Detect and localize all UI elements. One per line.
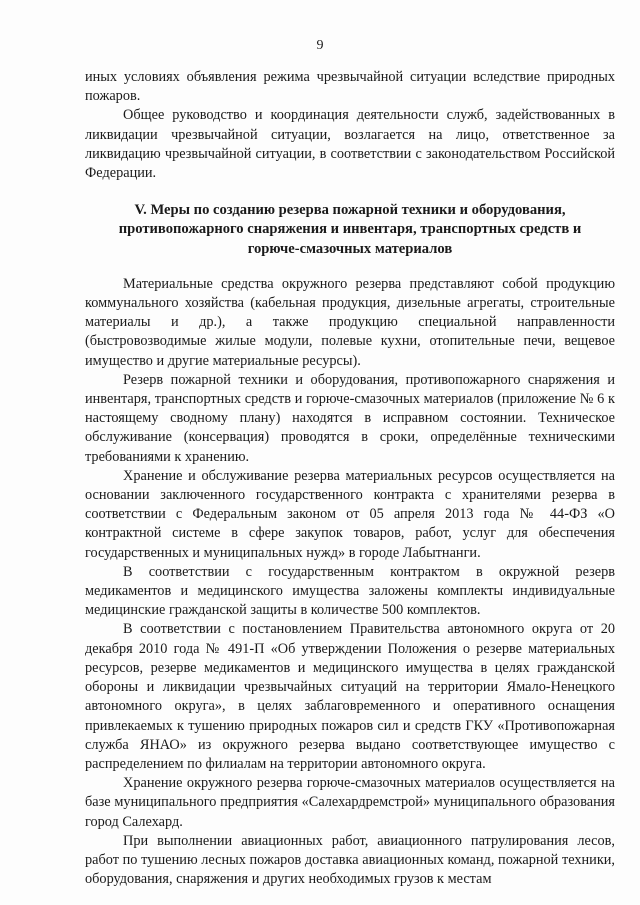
paragraph-medical-reserve: В соответствии с государственным контрактом в окружной резерв медикаментов и медицинского имущества заложены комплекты индивидуальные медицинские гражданской защиты в количестве 500 комплектов. (85, 563, 615, 619)
paragraph-continuation: иных условиях объявления режима чрезвычайной ситуации вследствие природных пожаров. (85, 69, 615, 105)
paragraph-government-resolution: В соответствии с постановлением Правительства автономного округа от 20 декабря 2010 года № 491-П «Об утверждении Положения о резерве материальных ресурсов, резерве медикаментов и медицинского имущества в целях гражданской обороны и ликвидации чрезвычайных ситуаций на территории Ямало-Ненецкого автономного округа», в целях заблаговременного и оперативного оснащения привлекаемых к тушению природных пожаров сил и средств ГКУ «Противопожарная служба ЯНАО» из окружного резерва выдано соответствующее имущество с распределением по филиалам на территории автономного округа. (85, 621, 615, 772)
page-number: 9 (316, 38, 324, 53)
section-heading: V. Меры по созданию резерва пожарной техники и оборудования, противопожарного снаряжения и инвентаря, транспортных средств и горюче-смазочных материалов (118, 202, 582, 257)
paragraph-general-management: Общее руководство и координация деятельности служб, задействованных в ликвидации чрезвычайной ситуации, возлагается на лицо, ответственное за ликвидацию чрезвычайной ситуации, в соответствии с законодательством Российской Федерации. (85, 107, 615, 182)
paragraph-fuel-storage: Хранение окружного резерва горюче-смазочных материалов осуществляется на базе муниципального предприятия «Салехардремстрой» муниципального образования город Салехард. (85, 775, 615, 830)
paragraph-aviation-works: При выполнении авиационных работ, авиационного патрулирования лесов, работ по тушению лесных пожаров доставка авиационных команд, пожарной техники, оборудования, снаряжения и других необходимых грузов к местам (85, 832, 615, 888)
paragraph-storage-contract: Хранение и обслуживание резерва материальных ресурсов осуществляется на основании заключенного государственного контракта с хранителями резерва в соответствии с Федеральным законом от 05 апреля 2013 года № 44-ФЗ «О контрактной системе в сфере закупок товаров, работ, услуг для обеспечения государственных и муниципальных нужд» в городе Лабытнанги. (85, 467, 615, 561)
paragraph-fire-equipment-reserve: Резерв пожарной техники и оборудования, противопожарного снаряжения и инвентаря, транспортных средств и горюче-смазочных материалов (приложение № 6 к настоящему сводному плану) находятся в исправном состоянии. Техническое обслуживание (консервация) проводятся в сроки, определённые техническими требованиями к хранению. (85, 371, 615, 465)
document-body (85, 68, 615, 889)
paragraph-material-resources: Материальные средства окружного резерва представляют собой продукцию коммунального хозяйства (кабельная продукция, дизельные агрегаты, строительные материалы и др.), а также продукцию специальной направленности (быстровозводимые жилые модули, полевые кухни, отопительные печи, вещевое имущество и другие материальные ресурсы). (85, 275, 615, 369)
